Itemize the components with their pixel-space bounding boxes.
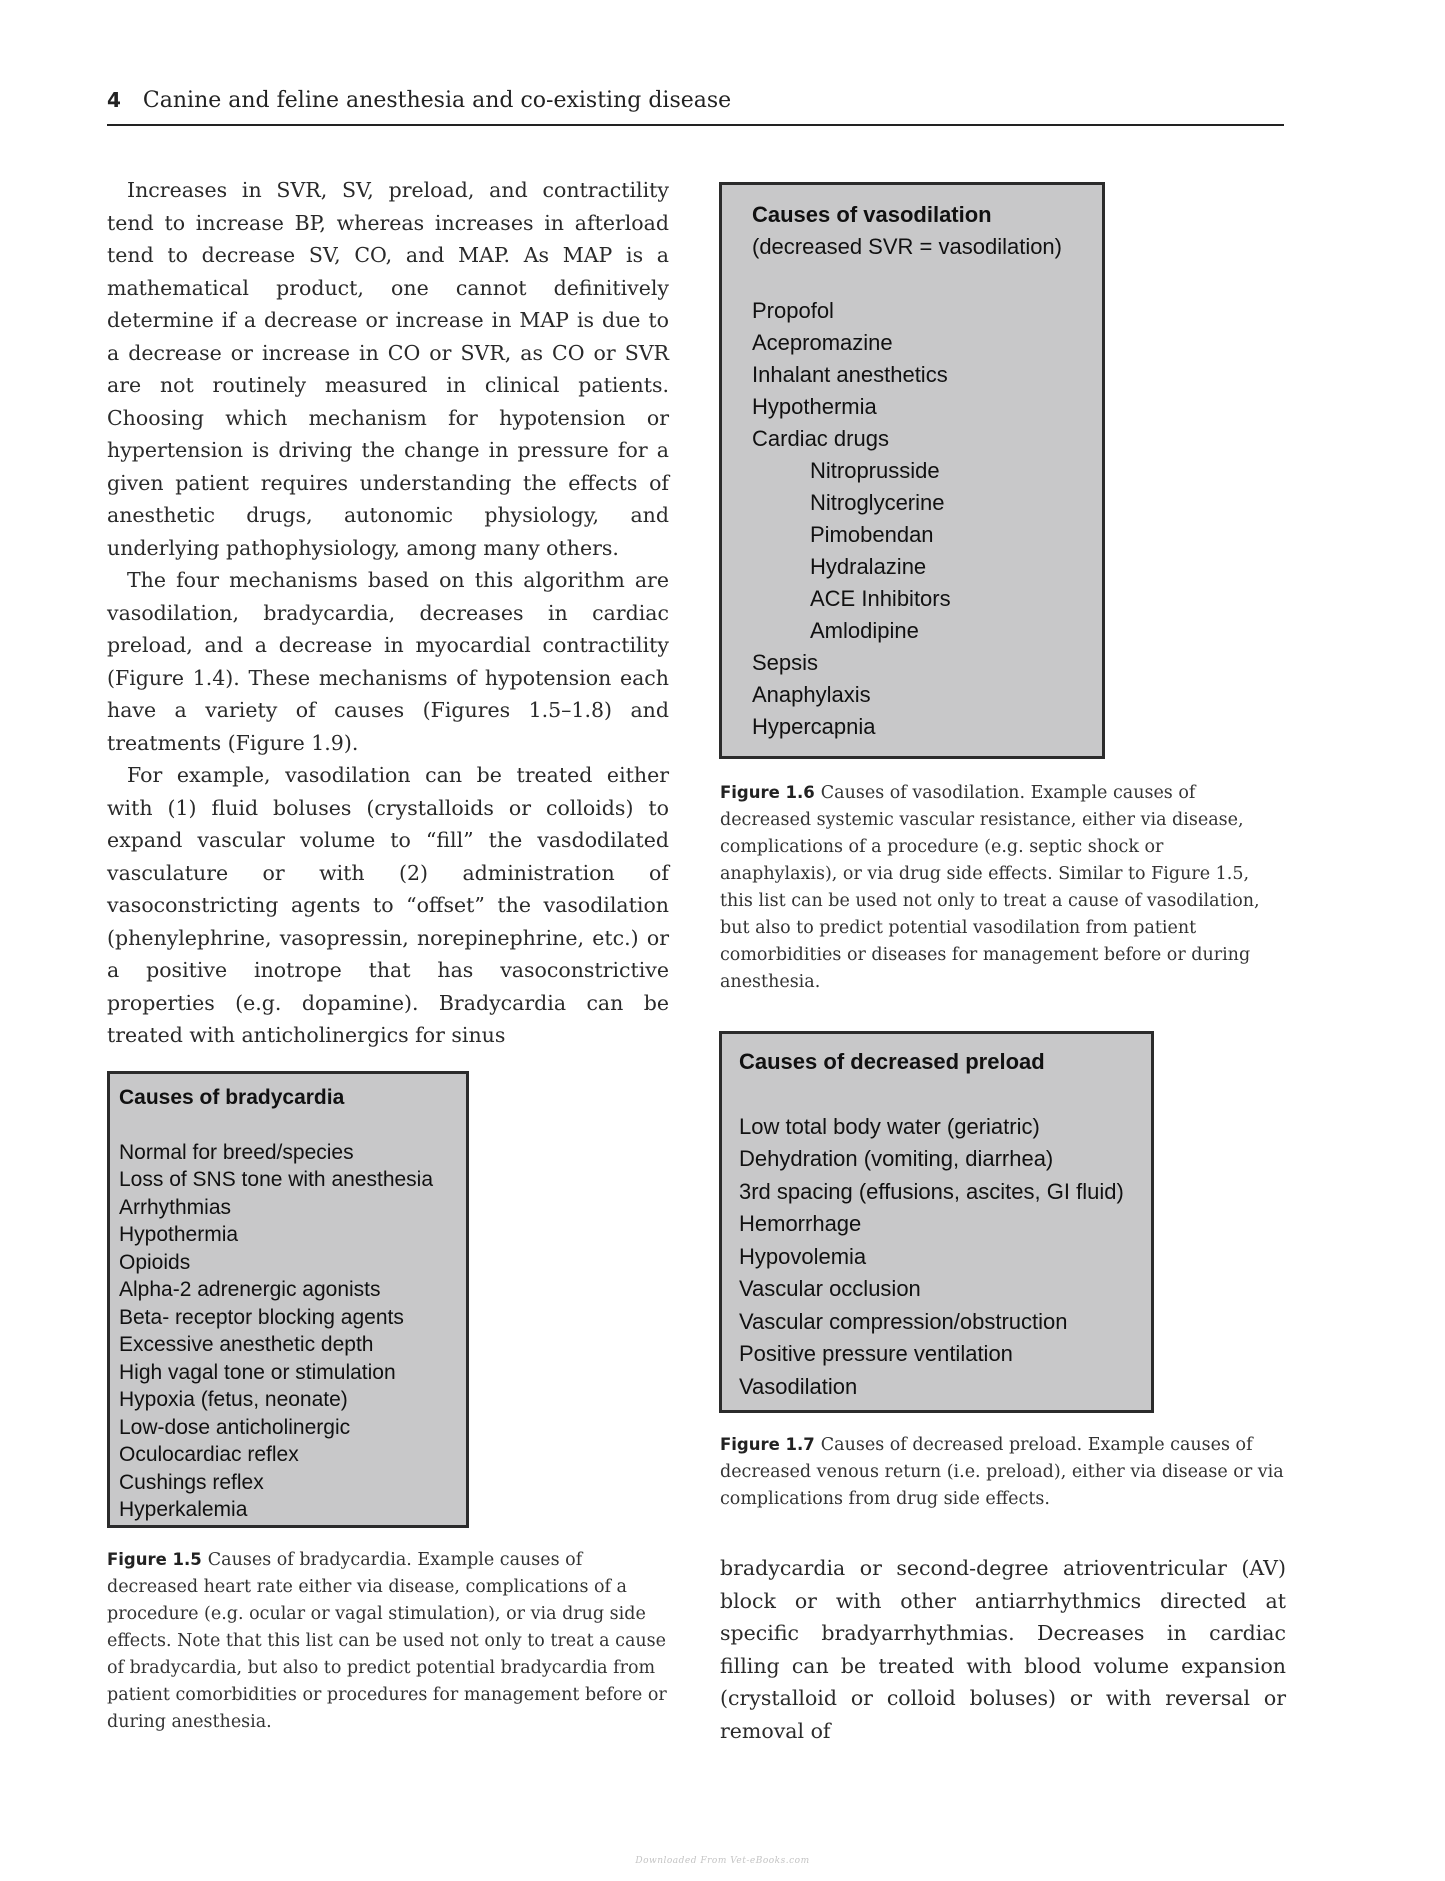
figure-1-5-title: Causes of bradycardia <box>119 1086 345 1109</box>
cause-item: Acepromazine <box>752 330 893 355</box>
cause-sub-item: Hydralazine <box>810 554 927 579</box>
figure-label: Figure 1.7 <box>720 1435 815 1454</box>
body-paragraph: Increases in SVR, SV, preload, and contractility tend to increase BP, whereas increases in afterload tend to decrease SV, CO, and MAP. As MAP is a mathematical product, one cannot definitively determine if a decrease or increase in MAP is due to a decrease or increase in CO or SVR, as CO or SVR are not routinely measured in clinical patients. Choosing which mechanism for hypotension or hypertension is driving the change in pressure for a given patient requires understanding the effects of anesthetic drugs, autonomic physiology, and underlying pathophysiology, among many others. <box>107 178 669 560</box>
footer-watermark: Downloaded From Vet-eBooks.com <box>635 1856 810 1866</box>
cause-item: Cushings reflex <box>119 1470 264 1494</box>
figure-1-5-box <box>107 1071 469 1528</box>
body-paragraph: For example, vasodilation can be treated either with (1) fluid boluses (crystalloids or colloids) to expand vascular volume to “fill” the vasdodilated vasculature or with (2) administration of vasoconstricting agents to “offset” the vasodilation (phenylephrine, vasopressin, norepinephrine, etc.) or a positive inotrope that has vasoconstrictive properties (e.g. dopamine). Bradycardia can be treated with anticholinergics for sinus <box>107 763 669 1047</box>
cause-item: Sepsis <box>752 650 819 675</box>
cause-item: Dehydration (vomiting, diarrhea) <box>739 1146 1054 1171</box>
cause-item: Arrhythmias <box>119 1195 232 1219</box>
cause-item: Hypovolemia <box>739 1243 867 1269</box>
cause-sub-item: Amlodipine <box>810 618 919 643</box>
cause-item: Vascular compression/obstruction <box>739 1308 1068 1334</box>
cause-item: Normal for breed/species <box>119 1140 354 1164</box>
cause-item: Alpha-2 adrenergic agonists <box>119 1278 381 1301</box>
cause-item: Beta- receptor blocking agents <box>119 1305 404 1329</box>
cause-item: Opioids <box>119 1250 191 1274</box>
left-column-text <box>107 174 669 1052</box>
figure-1-5-caption <box>107 1546 672 1736</box>
cause-item: Vasodilation <box>739 1373 858 1399</box>
cause-item: Hyperkalemia <box>119 1498 248 1521</box>
cause-sub-item: Nitroglycerine <box>810 490 945 515</box>
figure-label: Figure 1.5 <box>107 1550 202 1569</box>
cause-item: Hypothermia <box>119 1223 239 1246</box>
cause-item: Hypoxia (fetus, neonate) <box>119 1388 348 1411</box>
running-title: Canine and feline anesthesia and co-existing disease <box>142 88 732 113</box>
caption-text: Causes of vasodilation. Example causes of decreased systemic vascular resistance, either via disease, complications of a procedure (e.g. septic shock or anaphylaxis), or via drug side effects. Similar to Figure 1.5, this list can be used not only to treat a cause of vasodilation, but also to predict potential vasodilation from patient comorbidities or diseases for management before or during anesthesia. <box>720 783 1260 992</box>
cause-item: 3rd spacing (effusions, ascites, GI fluid) <box>739 1178 1124 1204</box>
figure-1-7-caption <box>720 1431 1285 1513</box>
figure-1-6-caption <box>720 779 1285 996</box>
cause-item: Hemorrhage <box>739 1211 862 1236</box>
figure-1-6-title: Causes of vasodilation <box>752 202 992 227</box>
figure-1-6-box <box>719 182 1105 759</box>
cause-item: Propofol <box>752 298 834 323</box>
body-paragraph: bradycardia or second-degree atrioventricular (AV) block or with other antiarrhythmics directed at specific bradyarrhythmias. Decreases in cardiac filling can be treated with blood volume expansion (crystalloid or colloid boluses) or with reversal or removal of <box>720 1556 1286 1743</box>
cause-sub-item: Nitroprusside <box>810 458 940 483</box>
figure-1-6-subtitle: (decreased SVR = vasodilation) <box>752 234 1062 259</box>
page-number: 4 <box>107 88 121 112</box>
caption-text: Causes of decreased preload. Example causes of decreased venous return (i.e. preload), either via disease or via complications from drug side effects. <box>720 1435 1284 1509</box>
cause-item: High vagal tone or stimulation <box>119 1360 396 1384</box>
cause-item: Oculocardiac reflex <box>119 1443 299 1466</box>
cause-item: Hypercapnia <box>752 714 876 739</box>
cause-item: Cardiac drugs <box>752 426 889 451</box>
figure-1-7-box <box>719 1031 1154 1413</box>
running-header <box>107 88 1284 126</box>
cause-item: Positive pressure ventilation <box>739 1341 1013 1366</box>
cause-item: Hypothermia <box>752 394 877 419</box>
figure-1-7-title: Causes of decreased preload <box>739 1049 1045 1074</box>
figure-label: Figure 1.6 <box>720 783 815 802</box>
cause-item: Inhalant anesthetics <box>752 362 948 387</box>
cause-item: Vascular occlusion <box>739 1276 921 1301</box>
cause-item: Low-dose anticholinergic <box>119 1415 351 1439</box>
cause-item: Loss of SNS tone with anesthesia <box>119 1168 434 1191</box>
caption-text: Causes of bradycardia. Example causes of decreased heart rate either via disease, complications of a procedure (e.g. ocular or vagal stimulation), or via drug side effects. Note that this list can be used not only to treat a cause of bradycardia, but also to predict potential bradycardia from patient comorbidities or procedures for management before or during anesthesia. <box>107 1550 667 1732</box>
cause-item: Low total body water (geriatric) <box>739 1113 1040 1139</box>
body-paragraph: The four mechanisms based on this algorithm are vasodilation, bradycardia, decreases in cardiac preload, and a decrease in myocardial contractility (Figure 1.4). These mechanisms of hypotension each have a variety of causes (Figures 1.5–1.8) and treatments (Figure 1.9). <box>107 568 669 755</box>
cause-item: Excessive anesthetic depth <box>119 1333 374 1356</box>
cause-sub-item: ACE Inhibitors <box>810 586 951 611</box>
right-column-text <box>720 1552 1286 1747</box>
cause-sub-item: Pimobendan <box>810 522 934 547</box>
cause-item: Anaphylaxis <box>752 682 871 707</box>
